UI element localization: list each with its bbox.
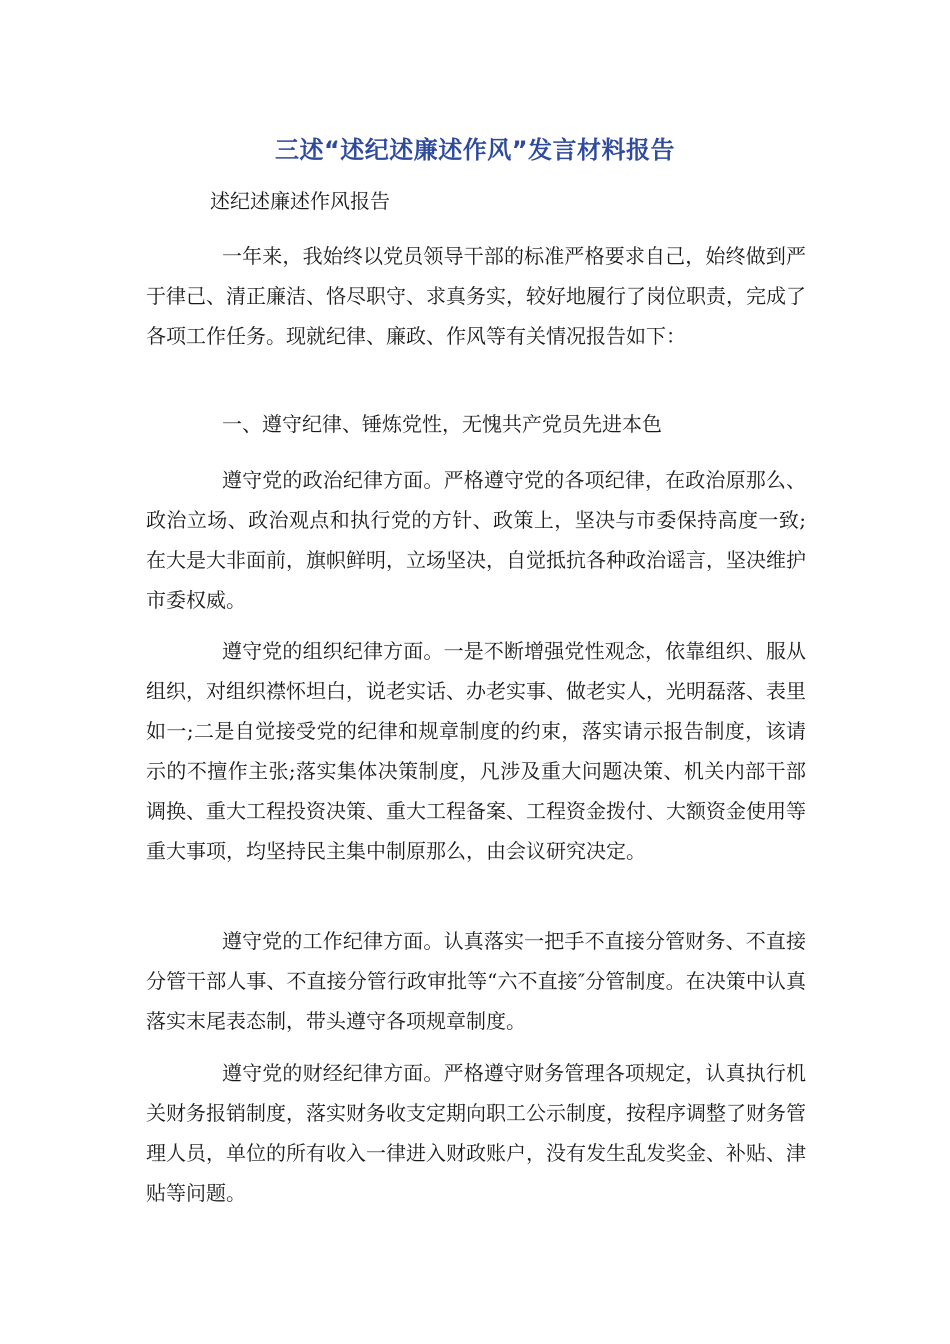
paragraph-political-discipline: 遵守党的政治纪律方面。严格遵守党的各项纪律，在政治原那么、政治立场、政治观点和执行党的方针、政策上，坚决与市委保持高度一致;在大是大非面前，旗帜鲜明，立场坚决，自觉抵抗各种政治谣言，坚决维护市委权威。 [146, 468, 806, 612]
paragraph-work-discipline: 遵守党的工作纪律方面。认真落实一把手不直接分管财务、不直接分管干部人事、不直接分管行政审批等“六不直接″分管制度。在决策中认真落实末尾表态制，带头遵守各项规章制度。 [146, 929, 806, 1033]
document-subtitle: 述纪述廉述作风报告 [210, 189, 390, 213]
paragraph-financial-discipline: 遵守党的财经纪律方面。严格遵守财务管理各项规定，认真执行机关财务报销制度，落实财务收支定期向职工公示制度，按程序调整了财务管理人员，单位的所有收入一律进入财政账户，没有发生乱发奖金、补贴、津贴等问题。 [146, 1061, 806, 1205]
paragraph-organizational-discipline: 遵守党的组织纪律方面。一是不断增强党性观念，依靠组织、服从组织，对组织襟怀坦白，说老实话、办老实事、做老实人，光明磊落、表里如一;二是自觉接受党的纪律和规章制度的约束，落实请示报告制度，该请示的不擅作主张;落实集体决策制度，凡涉及重大问题决策、机关内部干部调换、重大工程投资决策、重大工程备案、工程资金拨付、大额资金使用等重大事项，均坚持民主集中制原那么，由会议研究决定。 [146, 639, 806, 863]
intro-paragraph: 一年来，我始终以党员领导干部的标准严格要求自己，始终做到严于律己、清正廉洁、恪尽职守、求真务实，较好地履行了岗位职责，完成了各项工作任务。现就纪律、廉政、作风等有关情况报告如下： [146, 244, 806, 348]
section-heading: 一、遵守纪律、锤炼党性，无愧共产党员先进本色 [222, 412, 662, 436]
document-title: 三述“述纪述廉述作风”发言材料报告 [274, 136, 676, 164]
